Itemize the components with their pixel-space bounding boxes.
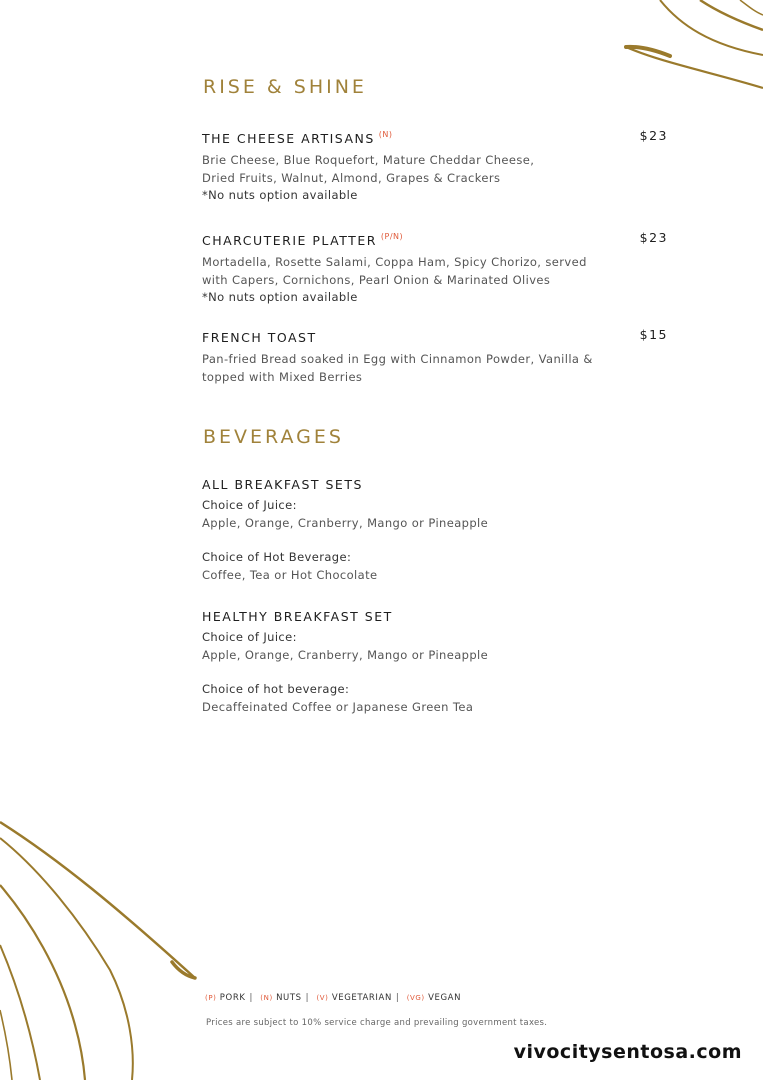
menu-item-french-toast [202, 327, 668, 386]
dietary-tag: (P/N) [380, 232, 404, 241]
section-title-rise-and-shine: RISE & SHINE [203, 76, 367, 98]
item-description: Mortadella, Rosette Salami, Coppa Ham, Spicy Chorizo, served with Capers, Cornichons, Pearl Onion & Marinated Olives *No nuts option available [202, 254, 668, 307]
beverage-set-all-breakfast [202, 474, 668, 490]
item-price: $15 [639, 327, 668, 342]
item-description: Brie Cheese, Blue Roquefort, Mature Cheddar Cheese, Dried Fruits, Walnut, Almond, Grapes & Crackers *No nuts option available [202, 152, 668, 205]
item-name: FRENCH TOAST [202, 330, 317, 345]
set-name: HEALTHY BREAKFAST SET [202, 609, 393, 624]
gold-leaf-stroke-top-right [600, 0, 763, 100]
gold-leaf-stroke-bottom-left [0, 810, 210, 1080]
beverage-choice-juice: Choice of Juice: Apple, Orange, Cranberry, Mango or Pineapple [202, 498, 489, 530]
item-price: $23 [639, 230, 668, 245]
beverage-set-healthy-breakfast [202, 606, 668, 622]
beverage-choice-hot: Choice of hot beverage: Decaffeinated Coffee or Japanese Green Tea [202, 682, 474, 714]
item-price: $23 [639, 128, 668, 143]
beverage-choice-juice: Choice of Juice: Apple, Orange, Cranberry, Mango or Pineapple [202, 630, 489, 662]
beverage-choice-hot: Choice of Hot Beverage: Coffee, Tea or Hot Chocolate [202, 550, 378, 582]
item-name: THE CHEESE ARTISANS [202, 131, 375, 146]
watermark-text: vivocitysentosa.com [513, 1041, 742, 1063]
item-note: *No nuts option available [202, 188, 358, 202]
item-description: Pan-fried Bread soaked in Egg with Cinnamon Powder, Vanilla & topped with Mixed Berries [202, 352, 593, 384]
section-title-beverages: BEVERAGES [203, 426, 344, 448]
dietary-legend: (P) PORK | (N) NUTS | (V) VEGETARIAN | (VG) VEGAN [205, 993, 462, 1003]
item-note: *No nuts option available [202, 290, 358, 304]
dietary-tag: (N) [378, 130, 393, 139]
item-name: CHARCUTERIE PLATTER [202, 233, 377, 248]
set-name: ALL BREAKFAST SETS [202, 477, 363, 492]
price-footnote: Prices are subject to 10% service charge and prevailing government taxes. [206, 1018, 548, 1028]
menu-item-cheese-artisans [202, 128, 668, 205]
menu-item-charcuterie-platter [202, 230, 668, 307]
